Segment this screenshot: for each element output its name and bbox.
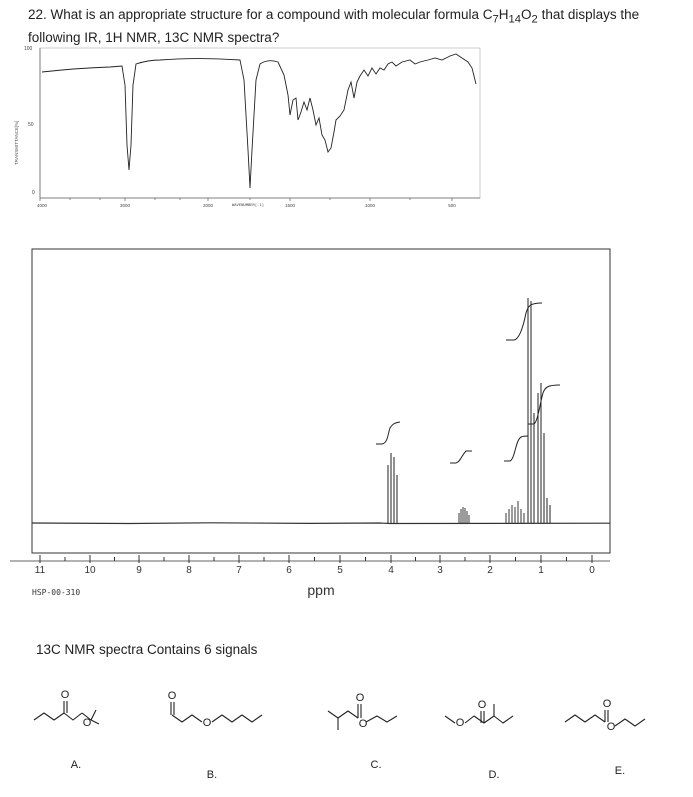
h-nmr-integral-1.2ppm-a — [506, 303, 542, 340]
h-nmr-spectrum — [10, 243, 685, 603]
question-number: 22. — [28, 7, 47, 22]
ir-x-tick: 1000 — [364, 203, 376, 208]
ir-x-tick: 500 — [448, 203, 456, 208]
ir-x-tick: 4000 — [36, 203, 48, 208]
h-nmr-code: HSP-00-310 — [32, 588, 81, 597]
choice-label-e: E. — [614, 765, 626, 777]
h-nmr-peak-group-4ppm — [388, 453, 397, 523]
h-nmr-x-tick-label: 9 — [136, 565, 142, 576]
h-nmr-integral-4ppm — [376, 422, 400, 444]
ir-y-tick: 50 — [28, 122, 34, 128]
choice-label-c: C. — [370, 759, 382, 771]
h-nmr-x-ticks — [40, 555, 592, 563]
atom-o-label: O — [602, 698, 612, 710]
atom-o-label: O — [606, 721, 616, 733]
h-nmr-x-tick-label: 7 — [236, 565, 242, 576]
ir-spectrum — [10, 40, 490, 215]
h-nmr-x-tick-label: 2 — [487, 565, 493, 576]
atom-o-label: O — [358, 718, 368, 730]
h-nmr-x-tick-label: 3 — [437, 565, 443, 576]
structure-b — [171, 702, 262, 722]
ir-x-tick: 1500 — [284, 203, 296, 208]
atom-o-label: O — [202, 717, 212, 729]
h-nmr-x-axis-label: ppm — [307, 582, 335, 598]
question-text: 22. What is an appropriate structure for a compound with molecular formula $C_7H_{14}O_2$ that displays the following IR, 1H NMR, 13C NMR spectra? — [28, 7, 640, 45]
atom-o-label: O — [60, 689, 70, 701]
ir-x-axis-label: WAVENUMBER[-1] — [231, 202, 265, 207]
atom-o-label: O — [82, 717, 92, 729]
ir-x-tick: 2000 — [202, 203, 214, 208]
h-nmr-integral-1.2ppm-b — [528, 385, 560, 424]
h-nmr-peak-group-1.6ppm — [506, 501, 524, 523]
h-nmr-integral-2.7ppm — [450, 451, 472, 463]
ir-y-axis-label: TRANSMITTANCE[%] — [14, 120, 19, 165]
ir-trace — [42, 54, 476, 188]
h-nmr-x-tick-label: 0 — [589, 565, 595, 576]
choice-label-a: A. — [70, 759, 82, 771]
atom-o-label: O — [455, 717, 465, 729]
h-nmr-integral-1.6ppm — [504, 436, 528, 461]
h-nmr-plot-frame — [32, 249, 610, 553]
structure-e — [565, 710, 645, 726]
h-nmr-x-tick-label: 4 — [388, 565, 394, 576]
h-nmr-x-tick-label: 1 — [538, 565, 544, 576]
h-nmr-baseline — [32, 523, 610, 524]
h-nmr-x-tick-label: 11 — [34, 565, 46, 576]
h-nmr-x-tick-label: 6 — [286, 565, 292, 576]
h-nmr-x-tick-label: 10 — [84, 565, 96, 576]
c13-statement: 13C NMR spectra Contains 6 signals — [36, 642, 258, 657]
atom-o-label: O — [355, 692, 365, 704]
answer-structures — [0, 682, 693, 792]
ir-y-tick: 100 — [24, 46, 33, 52]
h-nmr-x-tick-label: 5 — [337, 565, 343, 576]
ir-y-tick: 0 — [32, 190, 35, 196]
h-nmr-peak-group-2.7ppm — [459, 507, 469, 523]
ir-x-tick: 3000 — [119, 203, 131, 208]
h-nmr-x-tick-label: 8 — [186, 565, 192, 576]
choice-label-b: B. — [206, 769, 218, 781]
choice-label-d: D. — [488, 769, 500, 781]
atom-o-label: O — [477, 699, 487, 711]
atom-o-label: O — [167, 690, 177, 702]
